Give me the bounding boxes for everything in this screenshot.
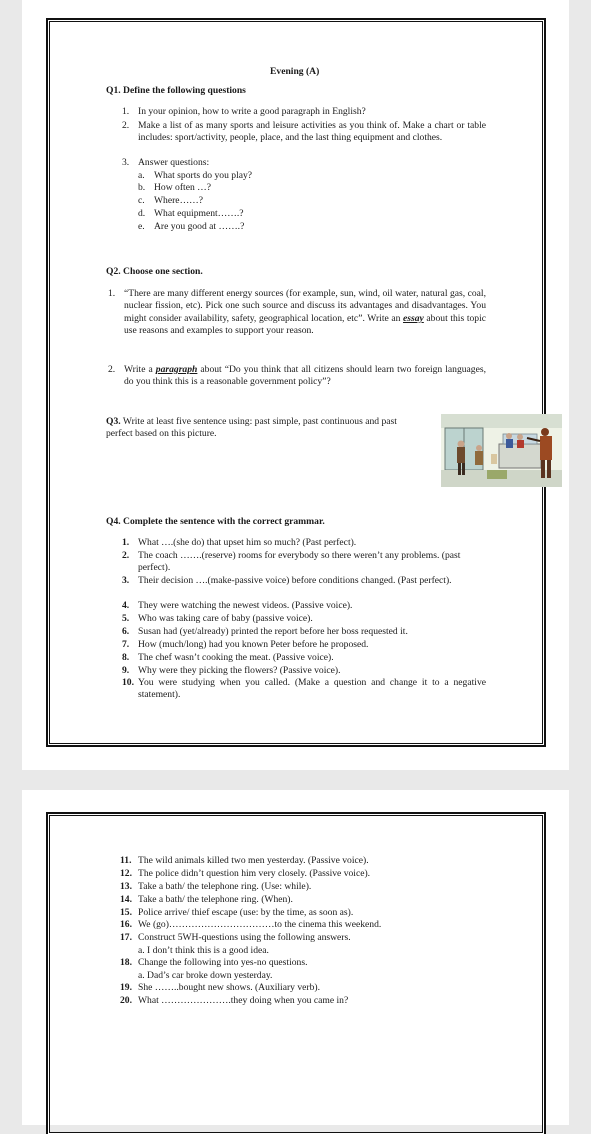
q4-item-text: The coach …….(reserve) rooms for everybody so there weren’t any problems. (past perfect).: [138, 550, 461, 574]
q4-item-number: 1.: [122, 537, 130, 548]
p2-item-text: She ……..bought new shows. (Auxiliary verb).: [138, 982, 320, 993]
p2-item-text: Police arrive/ thief escape (use: by the time, as soon as).: [138, 907, 354, 918]
q4-item-text: Why were they picking the flowers? (Passive voice).: [138, 665, 341, 676]
p2-item-text: Change the following into yes-no questions.: [138, 957, 308, 968]
q2-item-number: 2.: [108, 364, 116, 375]
p2-sub-item: a. I don’t think this is a good idea.: [138, 945, 269, 956]
q1-sub-text: How often …?: [154, 182, 212, 193]
p2-item-text: Take a bath/ the telephone ring. (When).: [138, 894, 293, 905]
q1-sub-letter: c.: [138, 195, 145, 206]
q2-item-number: 1.: [108, 288, 116, 299]
p2-item-number: 19.: [120, 982, 132, 993]
bank-robbery-illustration: [441, 414, 562, 487]
q4-item-number: 5.: [122, 613, 130, 624]
q4-item-text: What ….(she do) that upset him so much? (Past perfect).: [138, 537, 357, 548]
q4-item-number: 8.: [122, 652, 130, 663]
q1-sub-letter: e.: [138, 221, 145, 232]
paragraph-keyword: paragraph: [155, 364, 198, 375]
q3-prompt: Q3. Write at least five sentence using: past simple, past continuous and past perfect based on this picture.: [106, 416, 397, 440]
p2-item-text: The wild animals killed two men yesterday. (Passive voice).: [138, 855, 369, 866]
essay-keyword: essay: [403, 312, 424, 324]
q4-item-number: 10.: [122, 677, 134, 688]
q4-item-text: Their decision ….(make-passive voice) before conditions changed. (Past perfect).: [138, 575, 452, 586]
q4-item-text: You were studying when you called. (Make a question and change it to a negative statement).: [138, 677, 486, 701]
q1-sub-letter: b.: [138, 182, 146, 193]
q4-heading: Q4. Complete the sentence with the correct grammar.: [106, 516, 325, 527]
q2-essay-prompt: “There are many different energy sources (for example, sun, wind, oil water, natural gas, coal, nuclear fission, etc). Pick one such source and discuss its advantages and disadvantages. You might consider availability, safety, geographical location, etc”. Write an essay about this topic use reasons and examples to support your reason.: [124, 288, 487, 337]
p2-item-number: 15.: [120, 907, 132, 918]
document-page-1: [22, 0, 569, 770]
q2-paragraph-prompt: Write a paragraph about “Do you think that all citizens should learn two foreign languages, do you think this is a reasonable government policy”?: [124, 364, 486, 388]
p2-item-text: What ………………….they doing when you came in?: [138, 995, 349, 1006]
q1-item-number: 1.: [122, 106, 130, 117]
p2-item-text: We (go)……………………………to the cinema this weekend.: [138, 919, 382, 930]
p2-item-number: 20.: [120, 995, 132, 1006]
p2-item-number: 16.: [120, 919, 132, 930]
p2-item-number: 12.: [120, 868, 132, 879]
q1-sub-text: Are you good at …….?: [154, 221, 245, 232]
q1-sub-text: What equipment…….?: [154, 208, 244, 219]
q2-heading: Q2. Choose one section.: [106, 266, 203, 277]
q4-item-number: 2.: [122, 550, 130, 561]
q4-item-number: 9.: [122, 665, 130, 676]
document-page-2: [22, 790, 569, 1125]
q1-item-text: In your opinion, how to write a good paragraph in English?: [138, 106, 366, 117]
q4-item-text: How (much/long) had you known Peter before he proposed.: [138, 639, 369, 650]
q1-sub-text: Where……?: [154, 195, 204, 206]
q4-item-text: Susan had (yet/already) printed the report before her boss requested it.: [138, 626, 408, 637]
q1-item-text: Make a list of as many sports and leisure activities as you think of. Make a chart or table includes: sport/activity, people, place, and the last thing equipment and clothes.: [138, 120, 486, 144]
p2-item-text: The police didn’t question him very closely. (Passive voice).: [138, 868, 371, 879]
q4-item-text: Who was taking care of baby (passive voice).: [138, 613, 313, 624]
q4-item-number: 3.: [122, 575, 130, 586]
q1-sub-letter: d.: [138, 208, 146, 219]
p2-item-number: 14.: [120, 894, 132, 905]
q1-sub-letter: a.: [138, 170, 145, 181]
p2-item-text: Construct 5WH-questions using the following answers.: [138, 932, 351, 943]
q1-item-text: Answer questions:: [138, 157, 210, 168]
exam-title: Evening (A): [270, 66, 320, 77]
p2-sub-item: a. Dad’s car broke down yesterday.: [138, 970, 273, 981]
p2-item-number: 18.: [120, 957, 132, 968]
q1-item-number: 2.: [122, 120, 130, 131]
q1-item-number: 3.: [122, 157, 130, 168]
q4-item-number: 7.: [122, 639, 130, 650]
p2-item-number: 13.: [120, 881, 132, 892]
p2-item-text: Take a bath/ the telephone ring. (Use: while).: [138, 881, 312, 892]
q4-item-text: They were watching the newest videos. (Passive voice).: [138, 600, 353, 611]
q1-heading: Q1. Define the following questions: [106, 85, 246, 96]
q1-sub-text: What sports do you play?: [154, 170, 253, 181]
q4-item-number: 4.: [122, 600, 130, 611]
p2-item-number: 17.: [120, 932, 132, 943]
q4-item-text: The chef wasn’t cooking the meat. (Passive voice).: [138, 652, 334, 663]
q4-item-number: 6.: [122, 626, 130, 637]
p2-item-number: 11.: [120, 855, 132, 866]
